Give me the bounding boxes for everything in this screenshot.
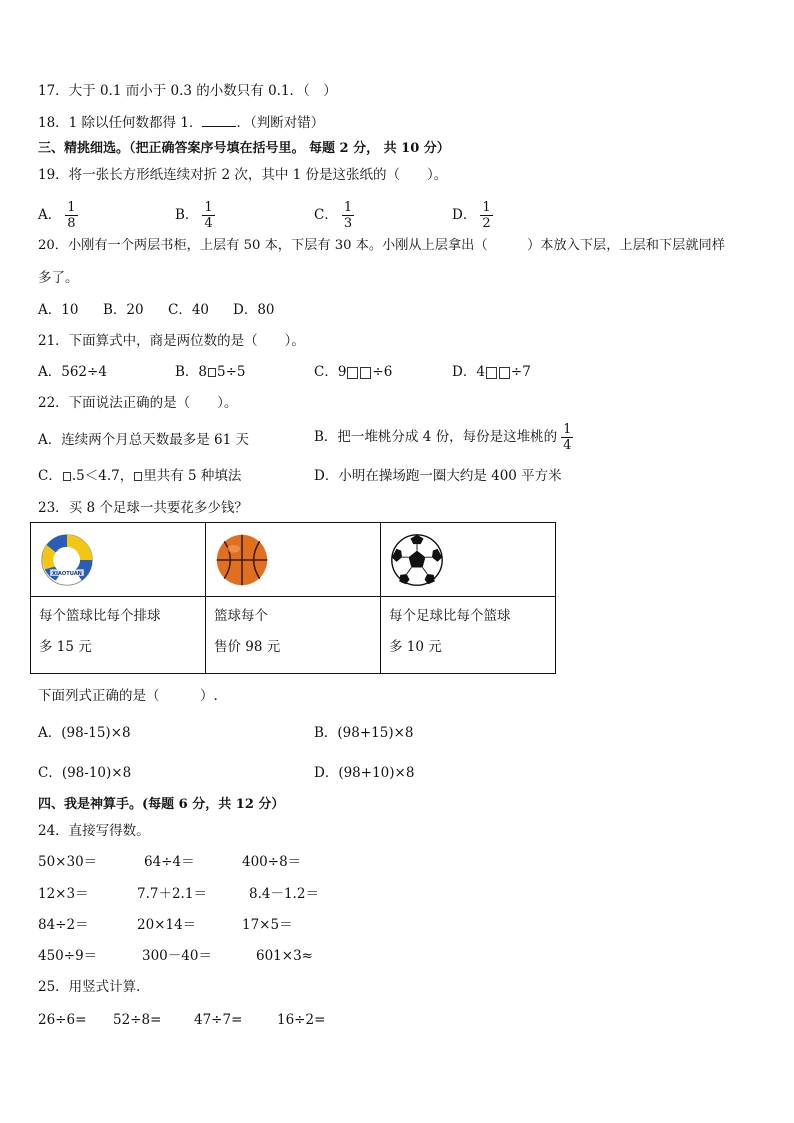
- question-23-ask: 下面列式正确的是（ ）.: [38, 688, 218, 704]
- q19-option-c[interactable]: C． $\frac{1}{3}$: [314, 200, 353, 231]
- fraction: $\frac{1}{4}$: [563, 422, 572, 453]
- section-3-heading: 三、精挑细选。（把正确答案序号填在括号里。 每题 2 分， 共 10 分）: [38, 141, 450, 156]
- q21-option-c[interactable]: C．9 ÷6: [314, 364, 393, 380]
- question-17: 17．大于 0.1 而小于 0.3 的小数只有 0.1．（ ）: [38, 83, 337, 99]
- q21-option-a[interactable]: A．562÷4: [38, 364, 107, 380]
- volleyball-brand: XIAOTUAN: [52, 570, 82, 577]
- calc-item: 7.7＋2.1＝: [137, 886, 207, 902]
- question-24-stem: 24．直接写得数。: [38, 823, 150, 839]
- ball-price-table: [30, 522, 556, 674]
- box-placeholder: [63, 472, 71, 481]
- basketball-cell: [206, 523, 381, 597]
- box-placeholder: [347, 367, 358, 379]
- q23-option-b[interactable]: B．(98+15)×8: [314, 725, 414, 741]
- basketball-icon: [214, 532, 270, 588]
- box-placeholder: [360, 367, 371, 379]
- q19-option-a[interactable]: A． $\frac{1}{8}$: [38, 200, 76, 231]
- calc-item: 52÷8=: [113, 1012, 162, 1028]
- q22-option-d[interactable]: D．小明在操场跑一圈大约是 400 平方米: [314, 468, 562, 484]
- q21-option-d[interactable]: D．4 ÷7: [452, 364, 531, 380]
- q23-option-c[interactable]: C．(98-10)×8: [38, 765, 132, 781]
- volleyball-cell: [31, 523, 206, 597]
- calc-item: 400÷8＝: [242, 854, 302, 870]
- question-21-stem: 21．下面算式中，商是两位数的是（ ）。: [38, 333, 305, 349]
- question-23-stem: 23．买 8 个足球一共要花多少钱？: [38, 500, 248, 516]
- question-18-text: 18．1 除以任何数都得 1．: [38, 115, 203, 131]
- football-cell: [381, 523, 556, 597]
- soccer-ball-icon: [389, 532, 445, 588]
- calc-item: 50×30＝: [38, 854, 98, 870]
- section-4-heading: 四、我是神算手。(每题 6 分，共 12 分）: [38, 797, 285, 812]
- volleyball-icon: [39, 532, 95, 588]
- question-19-stem: 19．将一张长方形纸连续对折 2 次，其中 1 份是这张纸的（ ）。: [38, 167, 448, 183]
- calc-item: 12×3＝: [38, 886, 89, 902]
- fraction: $\frac{1}{4}$: [204, 200, 213, 231]
- fraction: $\frac{1}{2}$: [482, 200, 491, 231]
- box-placeholder: [486, 367, 497, 379]
- box-placeholder: [499, 367, 510, 379]
- calc-item: 450÷9＝: [38, 948, 98, 964]
- volleyball-info: 每个篮球比每个排球 多 15 元: [31, 597, 206, 674]
- basketball-info: 篮球每个 售价 98 元: [206, 597, 381, 674]
- q22-option-b[interactable]: B．把一堆桃分成 4 份，每份是这堆桃的 $\frac{1}{4}$: [314, 422, 572, 453]
- question-18-tail: ．（判断对错）: [236, 115, 325, 131]
- q23-option-a[interactable]: A．(98-15)×8: [38, 725, 131, 741]
- calc-item: 8.4－1.2＝: [249, 886, 319, 902]
- calc-item: 84÷2＝: [38, 917, 89, 933]
- q20-option-a[interactable]: A．10: [38, 302, 79, 318]
- calc-item: 20×14＝: [137, 917, 197, 933]
- calc-item: 601×3≈: [256, 948, 313, 964]
- q23-option-d[interactable]: D．(98+10)×8: [314, 765, 415, 781]
- question-18: [38, 113, 324, 133]
- q22-option-c[interactable]: C． .5＜4.7， 里共有 5 种填法: [38, 468, 242, 484]
- q21-option-b[interactable]: B．8 5÷5: [175, 364, 246, 380]
- q19-option-d[interactable]: D． $\frac{1}{2}$: [452, 200, 491, 231]
- calc-item: 16÷2=: [277, 1012, 326, 1028]
- box-placeholder: [134, 472, 142, 481]
- q20-option-d[interactable]: D．80: [233, 302, 275, 318]
- fraction: $\frac{1}{3}$: [343, 200, 353, 231]
- q20-option-b[interactable]: B．20: [103, 302, 144, 318]
- question-20-stem-line1: 20．小刚有一个两层书柜，上层有 50 本，下层有 30 本。小刚从上层拿出（ ）本放入下层，上层和下层就同样: [38, 238, 725, 253]
- question-20-stem-line2: 多了。: [38, 270, 79, 286]
- fraction: $\frac{1}{8}$: [67, 200, 76, 231]
- calc-item: 300－40＝: [142, 948, 212, 964]
- question-22-stem: 22．下面说法正确的是（ ）。: [38, 395, 238, 411]
- football-info: 每个足球比每个篮球 多 10 元: [381, 597, 556, 674]
- calc-item: 17×5＝: [242, 917, 293, 933]
- q19-option-b[interactable]: B． $\frac{1}{4}$: [175, 200, 213, 231]
- q20-option-c[interactable]: C．40: [168, 302, 210, 318]
- answer-blank[interactable]: [202, 114, 236, 127]
- calc-item: 64÷4＝: [144, 854, 195, 870]
- q22-option-a[interactable]: A．连续两个月总天数最多是 61 天: [38, 432, 250, 448]
- box-placeholder: [208, 368, 216, 377]
- question-25-stem: 25．用竖式计算．: [38, 979, 150, 995]
- calc-item: 47÷7=: [194, 1012, 243, 1028]
- calc-item: 26÷6=: [38, 1012, 87, 1028]
